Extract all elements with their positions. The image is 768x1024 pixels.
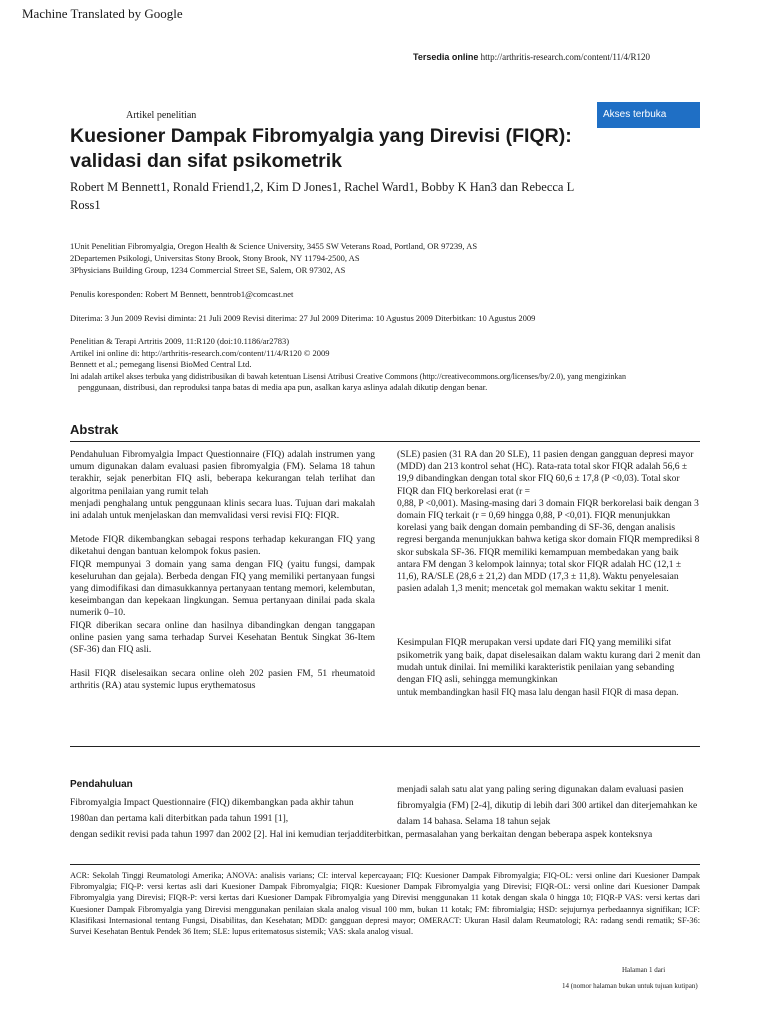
affiliations: [70, 240, 477, 276]
affiliation-3: 3Physicians Building Group, 1234 Commercial Street SE, Salem, OR 97302, AS: [70, 265, 346, 275]
abstract-conclusion-part2: untuk membandingkan hasil FIQ masa lalu dengan hasil FIQR di masa depan.: [397, 687, 679, 698]
title-line-1: Kuesioner Dampak Fibromyalgia yang Direvisi (FIQR):: [70, 125, 572, 147]
title-line-2: validasi dan sifat psikometrik: [70, 150, 343, 172]
abstract-methods-part3: FIQR diberikan secara online dan hasilnya dibandingkan dengan tanggapan online pasien yang sama terhadap Survei Kesehatan Bentuk Singkat 36-Item (SF-36) dan FIQ asli.: [70, 620, 375, 656]
abbreviations-rule: [70, 864, 700, 865]
availability-label: Tersedia online: [413, 52, 479, 62]
open-access-badge: [597, 102, 700, 128]
citation-line-3: Bennett et al.; pemegang lisensi BioMed Central Ltd.: [70, 359, 252, 369]
page-label: Halaman 1 dari: [622, 966, 666, 974]
abstract-conclusion-part1: Kesimpulan FIQR merupakan versi update dari FIQ yang memiliki sifat psikometrik yang baik, dapat diselesaikan dalam waktu kurang dari 2 menit dan mudah untuk dinilai. Ini memiliki karakteristik penilaian yang sebanding dengan FIQ asli, sehingga memungkinkan: [397, 638, 701, 686]
abstract-methods-part2: FIQR mempunyai 3 domain yang sama dengan FIQ (yaitu fungsi, dampak keseluruhan dan gejala). Berbeda dengan FIQ yang memiliki pertanyaan fungsi yang dimodifikasi dan dimasukkannya pertanyaan tentang memori, kelembutan, keseimbangan dan kepekaan lingkungan. Semua pertanyaan dinilai pada skala numerik 0–10.: [70, 559, 375, 619]
introduction-heading: Pendahuluan: [70, 779, 133, 790]
abstract-intro-part2: menjadi penghalang untuk penggunaan klinis secara luas. Tujuan dari makalah ini adalah untuk menjelaskan dan memvalidasi versi revisi FIQ: FIQR.: [70, 498, 375, 522]
abstract-results-part1: Hasil FIQR diselesaikan secara online oleh 202 pasien FM, 51 rheumatoid arthritis (RA) atau systemic lupus erythematosus: [70, 669, 375, 692]
introduction-continued: dengan sedikit revisi pada tahun 1997 dan 2002 [2]. Hal ini kemudian terjadditerbitkan, permasalahan yang berkaitan dengan beberapa aspek konteksnya: [70, 830, 653, 840]
abstract-results-part2: (SLE) pasien (31 RA dan 20 SLE), 11 pasien dengan gangguan depresi mayor (MDD) dan 213 kontrol sehat (HC). Rata-rata total skor FIQR adalah 56,6 ± 19,9 dibandingkan dengan total skor FIQ 60,6 ± 17,8 (P <0,03). Total skor FIQR dan FIQ berkorelasi erat (r =: [397, 450, 694, 497]
page-note: 14 (nomor halaman bukan untuk tujuan kutipan): [562, 982, 698, 990]
machine-translation-watermark: Machine Translated by Google: [22, 6, 183, 21]
publication-dates: Diterima: 3 Jun 2009 Revisi diminta: 21 Juli 2009 Revisi diterima: 27 Jul 2009 Diterima: 10 Agustus 2009 Diterbitkan: 10 Agustus 2009: [70, 313, 536, 323]
citation-block: [70, 336, 710, 394]
abstract-intro-part1: Pendahuluan Fibromyalgia Impact Questionnaire (FIQ) adalah instrumen yang umum digunakan dalam evaluasi pasien fibromyalgia (FM). Selama 18 tahun terakhir, sejak penerbitan FIQ asli, beberapa kekurangan telah terlihat dan algoritma penilaian yang rumit telah: [70, 450, 375, 497]
abstract-results-part3: 0,88, P <0,001). Masing-masing dari 3 domain FIQR berkorelasi baik dengan 3 domain FIQ terkait (r = 0,69 hingga 0,88, P <0,01). FIQR menunjukkan korelasi yang baik dengan domain pembanding di SF-36, dengan analisis regresi berganda menunjukkan bahwa ketiga skor domain FIQR memprediksi 8 skor subskala SF-36. FIQR memiliki kemampuan membedakan yang baik antara FM dengan 3 kelompok lainnya; total skor FIQR adalah HC (12,1 ± 11,6), RA/SLE (28,6 ± 21,2) dan MDD (17,3 ± 11,8). Waktu penyelesaian pasien adalah 1,3 menit; mencetak gol memakan waktu sekitar 1 menit.: [397, 498, 700, 595]
open-access-label: Akses terbuka: [603, 109, 667, 120]
affiliation-1: 1Unit Penelitian Fibromyalgia, Oregon Health & Science University, 3455 SW Veterans Road, Portland, OR 97239, AS: [70, 241, 478, 251]
citation-line-5: penggunaan, distribusi, dan reproduksi tanpa batas di media apa pun, asalkan karya aslinya adalah dikutip dengan benar.: [78, 382, 488, 392]
abstract-methods-part1: Metode FIQR dikembangkan sebagai respons terhadap kekurangan FIQ yang diketahui dengan bantuan kelompok fokus pasien.: [70, 535, 375, 558]
citation-line-4: Ini adalah artikel akses terbuka yang didistribusikan di bawah ketentuan Lisensi Atribusi Creative Commons (http://creativecommons.org/licenses/by/2.0), yang mengizinkan: [70, 371, 626, 381]
abstract-top-rule: [70, 441, 700, 442]
article-type: Artikel penelitian: [126, 110, 197, 121]
corresponding-author: Penulis koresponden: Robert M Bennett, benntrob1@comcast.net: [70, 289, 294, 299]
introduction-right: menjadi salah satu alat yang paling sering digunakan dalam evaluasi pasien fibromyalgia (FM) [2-4], dikutip di lebih dari 300 artikel dan diterjemahkan ke dalam 14 bahasa. Selama 18 tahun sejak: [397, 785, 698, 827]
authors-line-1: Robert M Bennett1, Ronald Friend1,2, Kim D Jones1, Rachel Ward1, Bobby K Han3 dan Rebecca L: [70, 180, 575, 194]
author-list: [70, 178, 574, 214]
abbreviations-footnote: ACR: Sekolah Tinggi Reumatologi Amerika; ANOVA: analisis varians; CI: interval kepercayaan; FIQ: Kuesioner Dampak Fibromyalgia; FIQ-OL: versi online dari Kuesioner Dampak Fibromyalgia; FIQ-P: versi kertas asli dari Kuesioner Dampak Fibromyalgia; FIQR: Kuesioner Dampak Fibromyalgia yang Direvisi; FIQR-OL: versi online dari Kuesioner Dampak Fibromyalgia yang Direvisi; FIQR-P: versi kertas dari Kuesioner Dampak Fibromyalgia yang Direvisi menggunakan 11 kotak dengan skala 0 hingga 10; FIQR-P VAS: versi kertas dari Kuesioner Dampak Fibromyalgia yang Direvisi menggunakan penilaian skala analog visual 100 mm, bukan 11 kotak; FM: fibromialgia; HSD: sejujurnya perbedaannya signifikan; ICF: Klasifikasi Internasional tentang Fungsi, Disabilitas, dan Kesehatan; MDD: gangguan depresi mayor; OMERACT: Ukuran Hasil dalam Reumatologi; RA: radang sendi rematik; SF-36: Survei Kesehatan Bentuk Pendek 36 Item; SLE: lupus eritematosus sistemik; VAS: skala analog visual.: [70, 871, 700, 937]
paper-title: [70, 124, 572, 174]
citation-line-1: Penelitian & Terapi Artritis 2009, 11:R120 (doi:10.1186/ar2783): [70, 336, 290, 346]
availability-line: [413, 52, 650, 62]
abstract-bottom-rule: [70, 746, 700, 747]
abstract-left-column: [70, 449, 375, 693]
abstract-heading: Abstrak: [70, 422, 119, 437]
citation-line-2: Artikel ini online di: http://arthritis-research.com/content/11/4/R120 © 2009: [70, 347, 330, 358]
affiliation-2: 2Departemen Psikologi, Universitas Stony Brook, Stony Brook, NY 11794-2500, AS: [70, 253, 360, 263]
availability-url[interactable]: http://arthritis-research.com/content/11/4/R120: [480, 52, 650, 62]
authors-line-2: Ross1: [70, 198, 101, 212]
introduction-left: Fibromyalgia Impact Questionnaire (FIQ) dikembangkan pada akhir tahun 1980an dan pertama kali diterbitkan pada tahun 1991 [1],: [70, 798, 354, 824]
abstract-right-column: [397, 449, 702, 698]
